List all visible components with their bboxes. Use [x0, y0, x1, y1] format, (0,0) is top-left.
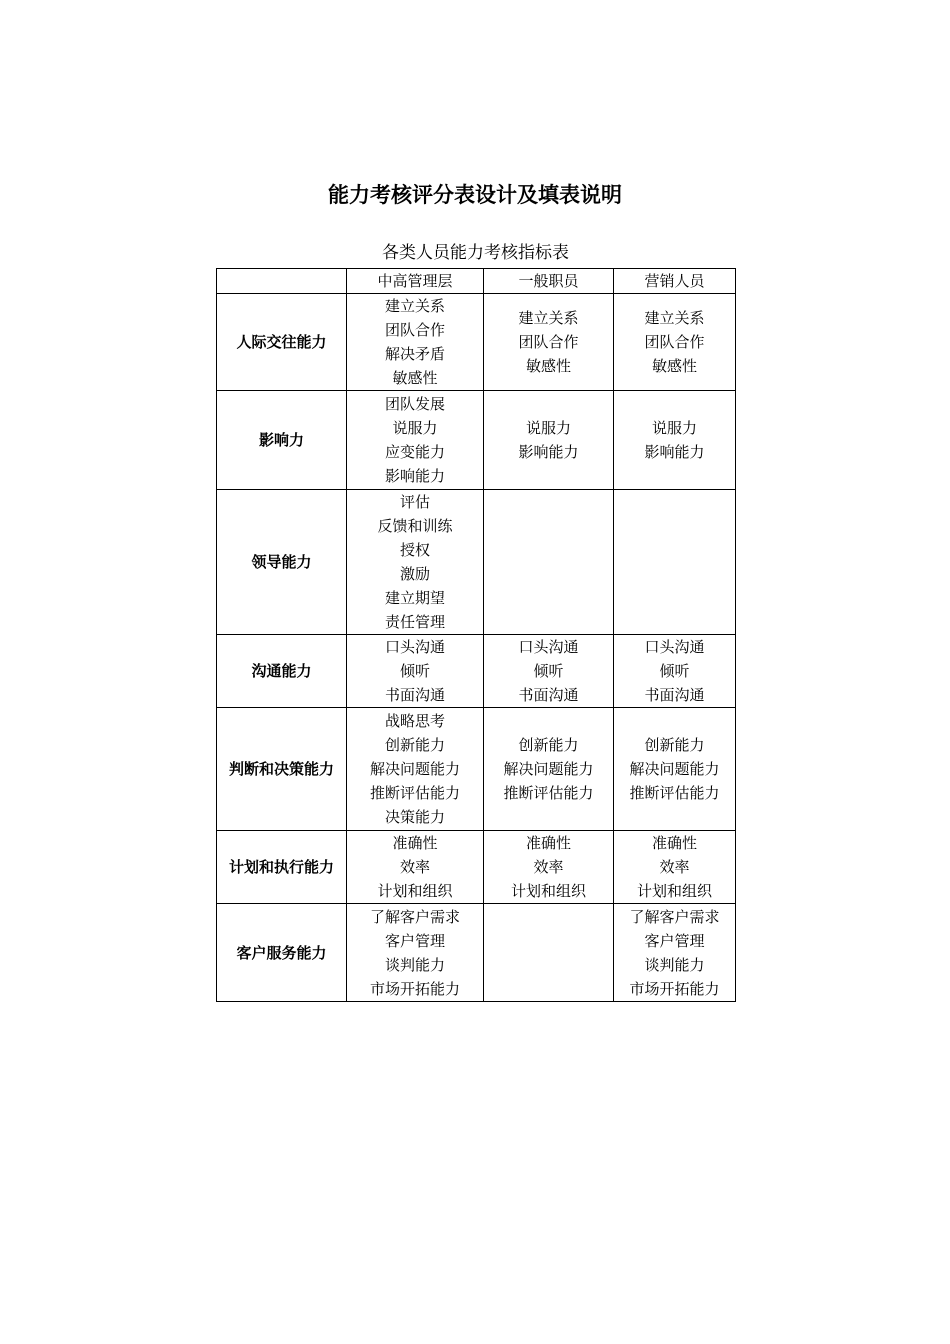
column-header-sales: 营销人员: [614, 269, 736, 294]
cell-item: 效率: [659, 858, 690, 876]
document-title: 能力考核评分表设计及填表说明: [328, 183, 622, 207]
table-row: [217, 635, 736, 708]
cell-item: 解决问题能力: [369, 760, 460, 778]
cell-staff: [484, 490, 614, 635]
cell-item: 创新能力: [384, 736, 445, 754]
table-row: [217, 708, 736, 831]
row-label: 人际交往能力: [217, 294, 347, 391]
cell-item: 准确性: [392, 834, 438, 852]
column-header-staff: 一般职员: [484, 269, 614, 294]
cell-item: 口头沟通: [518, 638, 579, 656]
cell-item: 计划和组织: [510, 882, 586, 900]
cell-item: 敏感性: [651, 357, 697, 375]
cell-item: 应变能力: [384, 443, 445, 461]
cell-item: 建立关系: [518, 309, 579, 327]
cell-staff: [484, 708, 614, 831]
cell-item: 效率: [399, 858, 430, 876]
cell-item: 谈判能力: [644, 955, 705, 974]
cell-staff: [484, 391, 614, 490]
table-row: [217, 831, 736, 904]
table-row: [217, 904, 736, 1002]
row-label: 沟通能力: [217, 635, 347, 708]
cell-sales: [614, 635, 736, 708]
cell-sales: [614, 904, 736, 1002]
row-label: 影响力: [217, 391, 347, 490]
cell-item: 战略思考: [384, 712, 445, 730]
cell-item: 评估: [399, 493, 430, 511]
cell-item: 效率: [533, 858, 564, 876]
cell-item: 反馈和训练: [377, 517, 453, 535]
cell-management: [347, 904, 484, 1002]
cell-item: 倾听: [659, 662, 690, 680]
row-label: 领导能力: [217, 490, 347, 635]
cell-management: [347, 490, 484, 635]
cell-item: 推断评估能力: [369, 784, 460, 802]
cell-item: 影响能力: [644, 443, 705, 461]
cell-management: [347, 391, 484, 490]
cell-item: 书面沟通: [384, 686, 445, 704]
cell-item: 市场开拓能力: [369, 979, 460, 998]
cell-item: 准确性: [525, 834, 571, 852]
table-caption: 各类人员能力考核指标表: [382, 243, 569, 263]
cell-item: 客户管理: [384, 931, 445, 950]
cell-management: [347, 708, 484, 831]
cell-item: 团队合作: [384, 321, 445, 339]
row-label: 计划和执行能力: [217, 831, 347, 904]
cell-item: 影响能力: [518, 443, 579, 461]
ability-indicator-table: [216, 268, 736, 1002]
cell-item: 解决矛盾: [384, 345, 445, 363]
cell-item: 责任管理: [384, 613, 445, 631]
cell-sales: [614, 708, 736, 831]
cell-item: 激励: [399, 565, 430, 583]
cell-item: 建立关系: [644, 309, 705, 327]
cell-item: 书面沟通: [644, 686, 705, 704]
cell-item: 说服力: [651, 419, 697, 437]
cell-item: 解决问题能力: [503, 760, 594, 778]
cell-item: 授权: [399, 541, 430, 559]
cell-item: 倾听: [533, 662, 564, 680]
cell-item: 推断评估能力: [629, 784, 720, 802]
row-label: 判断和决策能力: [217, 708, 347, 831]
cell-staff: [484, 831, 614, 904]
cell-item: 准确性: [651, 834, 697, 852]
corner-cell: [217, 269, 347, 294]
cell-staff: [484, 904, 614, 1002]
cell-item: 说服力: [392, 419, 438, 437]
table-body: [217, 294, 736, 1002]
cell-item: 计划和组织: [377, 882, 453, 900]
table-header-row: [217, 269, 736, 294]
column-header-management: 中高管理层: [347, 269, 484, 294]
cell-item: 客户管理: [644, 931, 705, 950]
cell-item: 倾听: [399, 662, 430, 680]
cell-item: 决策能力: [384, 808, 445, 826]
cell-item: 团队合作: [518, 333, 579, 351]
cell-sales: [614, 391, 736, 490]
cell-staff: [484, 635, 614, 708]
cell-item: 影响能力: [384, 467, 445, 485]
cell-item: 口头沟通: [384, 638, 445, 656]
cell-item: 口头沟通: [644, 638, 705, 656]
cell-item: 说服力: [525, 419, 571, 437]
cell-sales: [614, 831, 736, 904]
table-row: [217, 391, 736, 490]
cell-item: 团队发展: [384, 395, 445, 413]
cell-item: 推断评估能力: [503, 784, 594, 802]
cell-item: 谈判能力: [384, 955, 445, 974]
cell-item: 建立关系: [384, 297, 445, 315]
cell-item: 敏感性: [525, 357, 571, 375]
cell-item: 创新能力: [644, 736, 705, 754]
cell-item: 解决问题能力: [629, 760, 720, 778]
cell-item: 建立期望: [384, 589, 445, 607]
table-row: [217, 294, 736, 391]
cell-item: 敏感性: [392, 369, 438, 387]
cell-item: 创新能力: [518, 736, 579, 754]
cell-management: [347, 294, 484, 391]
cell-item: 书面沟通: [518, 686, 579, 704]
cell-item: 团队合作: [644, 333, 705, 351]
cell-item: 计划和组织: [636, 882, 712, 900]
cell-item: 市场开拓能力: [629, 979, 720, 998]
cell-management: [347, 831, 484, 904]
cell-management: [347, 635, 484, 708]
cell-staff: [484, 294, 614, 391]
cell-item: 了解客户需求: [629, 907, 720, 926]
cell-sales: [614, 294, 736, 391]
cell-sales: [614, 490, 736, 635]
row-label: 客户服务能力: [217, 904, 347, 1002]
table-row: [217, 490, 736, 635]
cell-item: 了解客户需求: [369, 907, 460, 926]
